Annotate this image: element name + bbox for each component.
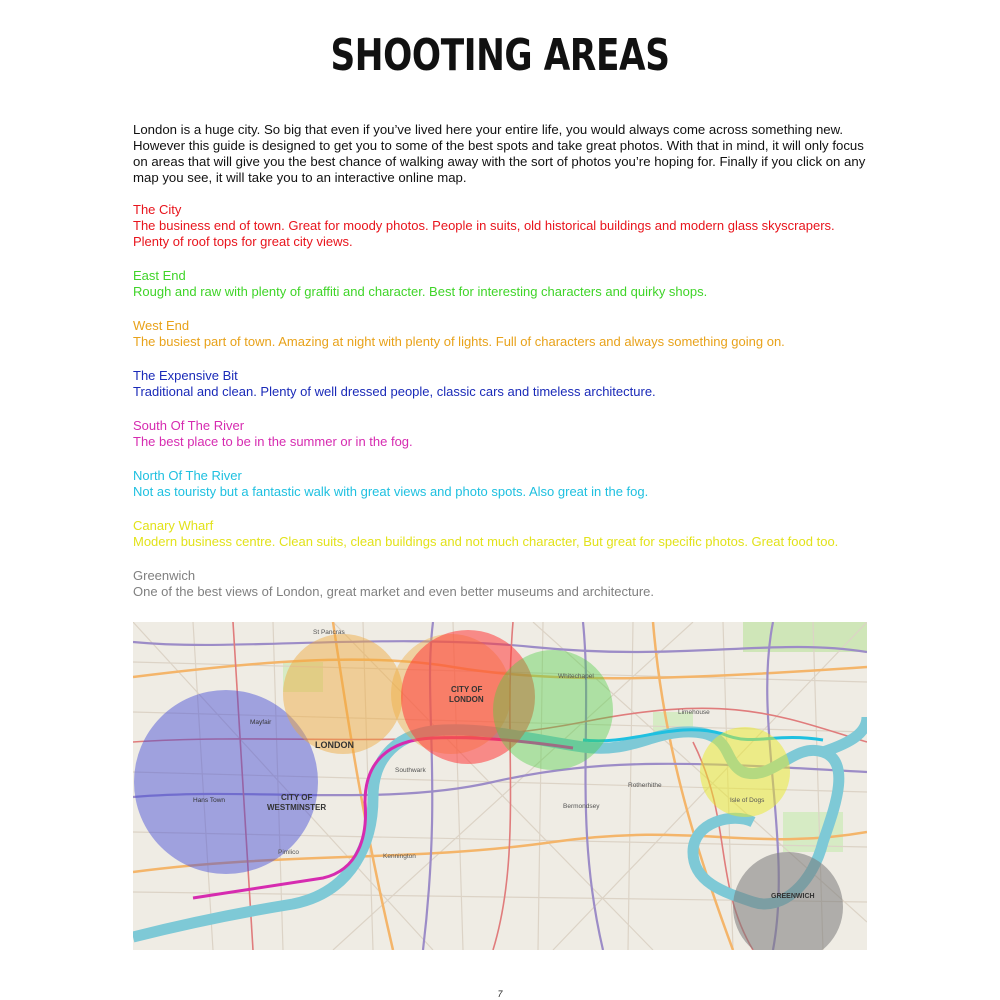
area-description: The business end of town. Great for moody photos. People in suits, old historical buildings and modern glass skyscrapers. Plenty of roof tops for great city views.: [133, 218, 835, 249]
area-name: Canary Wharf: [133, 518, 214, 533]
area-east-end: [133, 268, 873, 300]
area-name: East End: [133, 268, 186, 283]
london-shooting-areas-map[interactable]: [133, 622, 867, 950]
shooting-areas-list: [133, 202, 873, 618]
map-label-westminster: CITY OF: [281, 793, 313, 802]
area-canary-wharf: [133, 518, 873, 550]
map-label-southwark: Southwark: [395, 767, 426, 774]
map-label-mayfair: Mayfair: [250, 719, 272, 726]
map-label-st-pancras: St Pancras: [313, 629, 345, 636]
area-circle-east-end[interactable]: [493, 650, 613, 770]
area-name: West End: [133, 318, 190, 333]
area-west-end: [133, 318, 873, 350]
map-label-isle-of-dogs: Isle of Dogs: [730, 797, 765, 804]
area-name: The Expensive Bit: [133, 368, 238, 383]
map-label-pimlico: Pimlico: [278, 849, 299, 856]
area-name: Greenwich: [133, 568, 196, 583]
map-label-limehouse: Limehouse: [678, 709, 710, 716]
map-label-kennington: Kennington: [383, 853, 416, 860]
area-name: The City: [133, 202, 182, 217]
area-greenwich: [133, 568, 873, 600]
area-description: One of the best views of London, great market and even better museums and architecture.: [133, 584, 655, 599]
interactive-map-link[interactable]: [133, 622, 867, 950]
map-label-whitechapel: Whitechapel: [558, 673, 594, 680]
area-description: The busiest part of town. Amazing at night with plenty of lights. Full of characters and always something going on.: [133, 334, 785, 349]
area-south-of-the-river: [133, 418, 873, 450]
page-title: SHOOTING AREAS: [330, 30, 670, 81]
area-name: North Of The River: [133, 468, 242, 483]
area-description: The best place to be in the summer or in the fog.: [133, 434, 413, 449]
intro-paragraph: London is a huge city. So big that even if you’ve lived here your entire life, you would always come across something new. However this guide is designed to get you to some of the best spots and take great photos. With that in mind, it will only focus on areas that will give you the best chance of walking away with the sort of photos you’re hoping for. Finally if you click on any map you see, it will take you to an interactive online map.: [133, 122, 866, 185]
map-label-city-of-london: CITY OF: [451, 685, 483, 694]
area-description: Modern business centre. Clean suits, clean buildings and not much character, But great for specific photos. Great food too.: [133, 534, 839, 549]
area-the-expensive-bit: [133, 368, 873, 400]
area-north-of-the-river: [133, 468, 873, 500]
area-the-city: [133, 202, 873, 250]
area-description: Traditional and clean. Plenty of well dressed people, classic cars and timeless architecture.: [133, 384, 656, 399]
map-label-city-of-london: LONDON: [449, 695, 484, 704]
area-description: Not as touristy but a fantastic walk with great views and photo spots. Also great in the fog.: [133, 484, 649, 499]
map-label-hans-town: Hans Town: [193, 797, 226, 804]
map-label-bermondsey: Bermondsey: [563, 803, 600, 810]
area-circle-west-end[interactable]: [283, 634, 403, 754]
area-description: Rough and raw with plenty of graffiti and character. Best for interesting characters and quirky shops.: [133, 284, 708, 299]
page-number: 7: [497, 989, 503, 999]
map-label-rotherhithe: Rotherhithe: [628, 782, 662, 789]
area-name: South Of The River: [133, 418, 245, 433]
map-label-westminster: WESTMINSTER: [267, 803, 327, 812]
map-label-london: LONDON: [315, 740, 354, 750]
map-label-greenwich: GREENWICH: [771, 893, 815, 900]
